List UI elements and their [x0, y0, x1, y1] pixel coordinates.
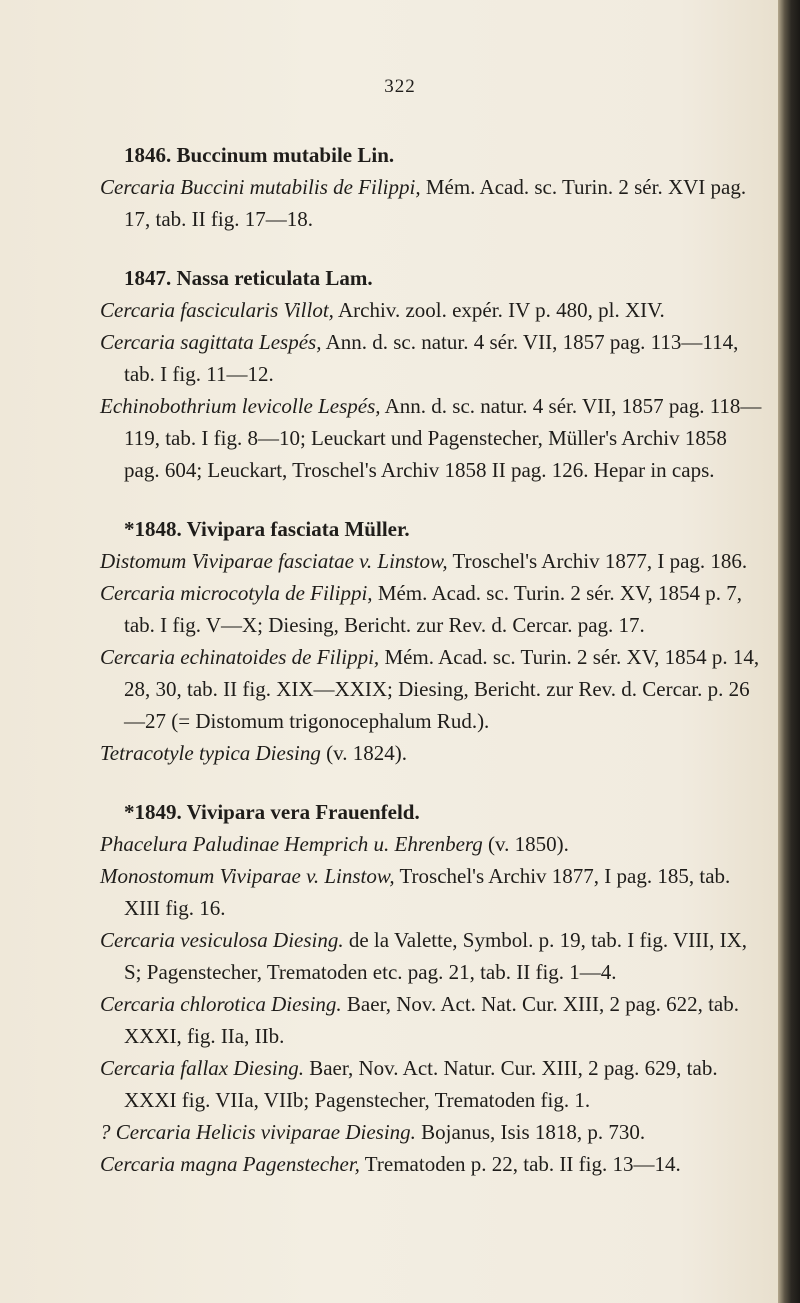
citation-text: (v. 1850). — [482, 832, 569, 856]
reference-entry — [100, 577, 766, 641]
reference-entry — [100, 737, 766, 769]
reference-entry — [100, 326, 766, 390]
taxon-name: Cercaria microcotyla de Filippi, — [100, 581, 373, 605]
taxon-name: Cercaria fallax Diesing. — [100, 1056, 304, 1080]
reference-entry — [100, 1116, 766, 1148]
citation-text: Bojanus, Isis 1818, p. 730. — [415, 1120, 646, 1144]
species-heading: 1846. Buccinum mutabile Lin. — [124, 143, 395, 167]
citation-text: Baer, Nov. Act. Natur. Cur. XIII, 2 pag. 629, tab. XXXI fig. VIIa, VIIb; Pagenstecher, Trematoden fig. 1. — [124, 1056, 718, 1112]
taxon-name: Cercaria vesiculosa Diesing. — [100, 928, 344, 952]
reference-entry — [100, 988, 766, 1052]
citation-text: Ann. d. sc. natur. 4 sér. VII, 1857 pag. 118—119, tab. I fig. 8—10; Leuckart und Pagenstecher, Müller's Archiv 1858 pag. 604; Leuckart, Troschel's Archiv 1858 II pag. 126. Hepar in caps. — [124, 394, 762, 482]
species-heading: *1849. Vivipara vera Frauenfeld. — [124, 800, 420, 824]
citation-text: Trematoden p. 22, tab. II fig. 13—14. — [359, 1152, 681, 1176]
citation-text: Archiv. zool. expér. IV p. 480, pl. XIV. — [333, 298, 665, 322]
taxon-name: Cercaria echinatoides de Filippi, — [100, 645, 380, 669]
species-heading: *1848. Vivipara fasciata Müller. — [124, 517, 410, 541]
reference-entry — [100, 390, 766, 486]
taxon-name: Cercaria sagittata Lespés, — [100, 330, 322, 354]
citation-text: Baer, Nov. Act. Nat. Cur. XIII, 2 pag. 622, tab. XXXI, fig. IIa, IIb. — [124, 992, 739, 1048]
page-number: 322 — [384, 76, 416, 97]
reference-entry — [100, 828, 766, 860]
taxon-name: Tetracotyle typica Diesing — [100, 741, 321, 765]
reference-entry — [100, 1052, 766, 1116]
citation-text: de la Valette, Symbol. p. 19, tab. I fig. VIII, IX, S; Pagenstecher, Trematoden etc. pag. 21, tab. II fig. 1—4. — [124, 928, 748, 984]
citation-text: (v. 1824). — [320, 741, 407, 765]
citation-text: Mém. Acad. sc. Turin. 2 sér. XV, 1854 p. 7, tab. I fig. V—X; Diesing, Bericht. zur Rev. d. Cercar. pag. 17. — [124, 581, 743, 637]
species-heading: 1847. Nassa reticulata Lam. — [124, 266, 373, 290]
reference-entry — [100, 294, 766, 326]
taxon-name: Echinobothrium levicolle Lespés, — [100, 394, 381, 418]
citation-text: Mém. Acad. sc. Turin. 2 sér. XVI pag. 17, tab. II fig. 17—18. — [124, 175, 747, 231]
page-content — [100, 116, 766, 1180]
citation-text: Troschel's Archiv 1877, I pag. 186. — [447, 549, 748, 573]
citation-text: Mém. Acad. sc. Turin. 2 sér. XV, 1854 p. 14, 28, 30, tab. II fig. XIX—XXIX; Diesing, Bericht. zur Rev. d. Cercar. p. 26—27 (= Distomum trigonocephalum Rud.). — [124, 645, 760, 733]
taxon-name: Cercaria Buccini mutabilis de Filippi, — [100, 175, 421, 199]
taxon-name: Cercaria magna Pagenstecher, — [100, 1152, 360, 1176]
taxon-name: Cercaria chlorotica Diesing. — [100, 992, 342, 1016]
taxon-name: Cercaria fascicularis Villot, — [100, 298, 334, 322]
reference-entry — [100, 924, 766, 988]
page-binding-edge — [778, 0, 800, 1303]
taxon-name: Monostomum Viviparae v. Linstow, — [100, 864, 395, 888]
reference-entry — [100, 545, 766, 577]
reference-entry — [100, 171, 766, 235]
taxon-name: Phacelura Paludinae Hemprich u. Ehrenberg — [100, 832, 483, 856]
citation-text: Ann. d. sc. natur. 4 sér. VII, 1857 pag. 113—114, tab. I fig. 11—12. — [124, 330, 739, 386]
reference-entry — [100, 860, 766, 924]
taxon-name: Distomum Viviparae fasciatae v. Linstow, — [100, 549, 448, 573]
reference-entry — [100, 1148, 766, 1180]
taxon-name: ? Cercaria Helicis viviparae Diesing. — [100, 1120, 416, 1144]
reference-entry — [100, 641, 766, 737]
citation-text: Troschel's Archiv 1877, I pag. 185, tab. XIII fig. 16. — [124, 864, 731, 920]
